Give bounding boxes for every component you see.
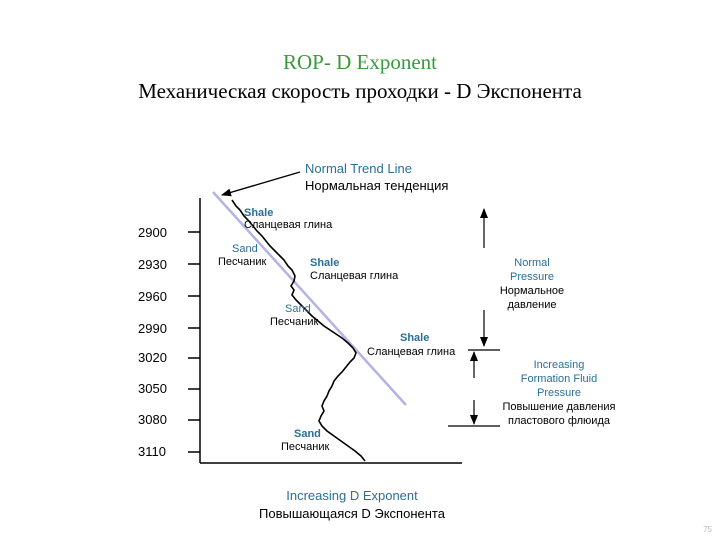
trend-label-ru: Нормальная тенденция: [305, 178, 449, 193]
d-exponent-curve: [232, 200, 365, 461]
depth-ticks: [188, 232, 200, 452]
normal-pressure-line: Нормальное: [499, 285, 565, 297]
lithology-sand-ru: Песчаник: [218, 256, 267, 268]
lithology-shale-en: Shale: [400, 332, 430, 344]
normal-pressure-line: давление: [507, 299, 557, 311]
lithology-shale-en: Shale: [244, 207, 274, 219]
depth-label: 3110: [138, 444, 166, 459]
depth-label: 2930: [138, 257, 167, 272]
depth-label: 3050: [138, 381, 167, 396]
increasing-pressure-line: Increasing: [533, 359, 585, 371]
depth-label: 2960: [138, 289, 167, 304]
title-ru: Механическая скорость проходки - D Экспонента: [138, 79, 582, 103]
normal-pressure-line: Pressure: [509, 271, 555, 283]
depth-label: 3080: [138, 412, 167, 427]
lithology-sand-en: Sand: [232, 243, 258, 255]
lithology-sand-ru: Песчаник: [270, 316, 319, 328]
lithology-sand-en: Sand: [294, 428, 321, 440]
title-en: ROP- D Exponent: [283, 50, 437, 74]
lithology-shale-ru: Сланцевая глина: [367, 346, 456, 358]
lithology-shale-en: Shale: [310, 257, 340, 269]
increasing-pressure-label: [484, 358, 634, 428]
depth-label: 2990: [138, 321, 167, 336]
x-axis-label-ru: Повышающаяся D Экспонента: [259, 506, 445, 521]
trend-arrow: [222, 172, 300, 195]
x-axis-label-en: Increasing D Exponent: [286, 488, 418, 503]
depth-label: 2900: [138, 225, 167, 240]
lithology-sand-en: Sand: [285, 303, 311, 315]
increasing-pressure-line: Повышение давления: [502, 401, 616, 413]
page-number: 75: [703, 525, 712, 534]
increasing-pressure-line: Formation Fluid: [520, 373, 598, 385]
increasing-pressure-line: пластового флюида: [508, 415, 610, 427]
increasing-pressure-line: Pressure: [536, 387, 582, 399]
lithology-shale-ru: Сланцевая глина: [310, 270, 399, 282]
normal-pressure-label: [482, 256, 582, 312]
depth-label: 3020: [138, 350, 167, 365]
lithology-shale-ru: Сланцевая глина: [244, 219, 333, 231]
trend-label-en: Normal Trend Line: [305, 161, 412, 176]
normal-pressure-line: Normal: [514, 257, 550, 269]
lithology-sand-ru: Песчаник: [281, 441, 330, 453]
